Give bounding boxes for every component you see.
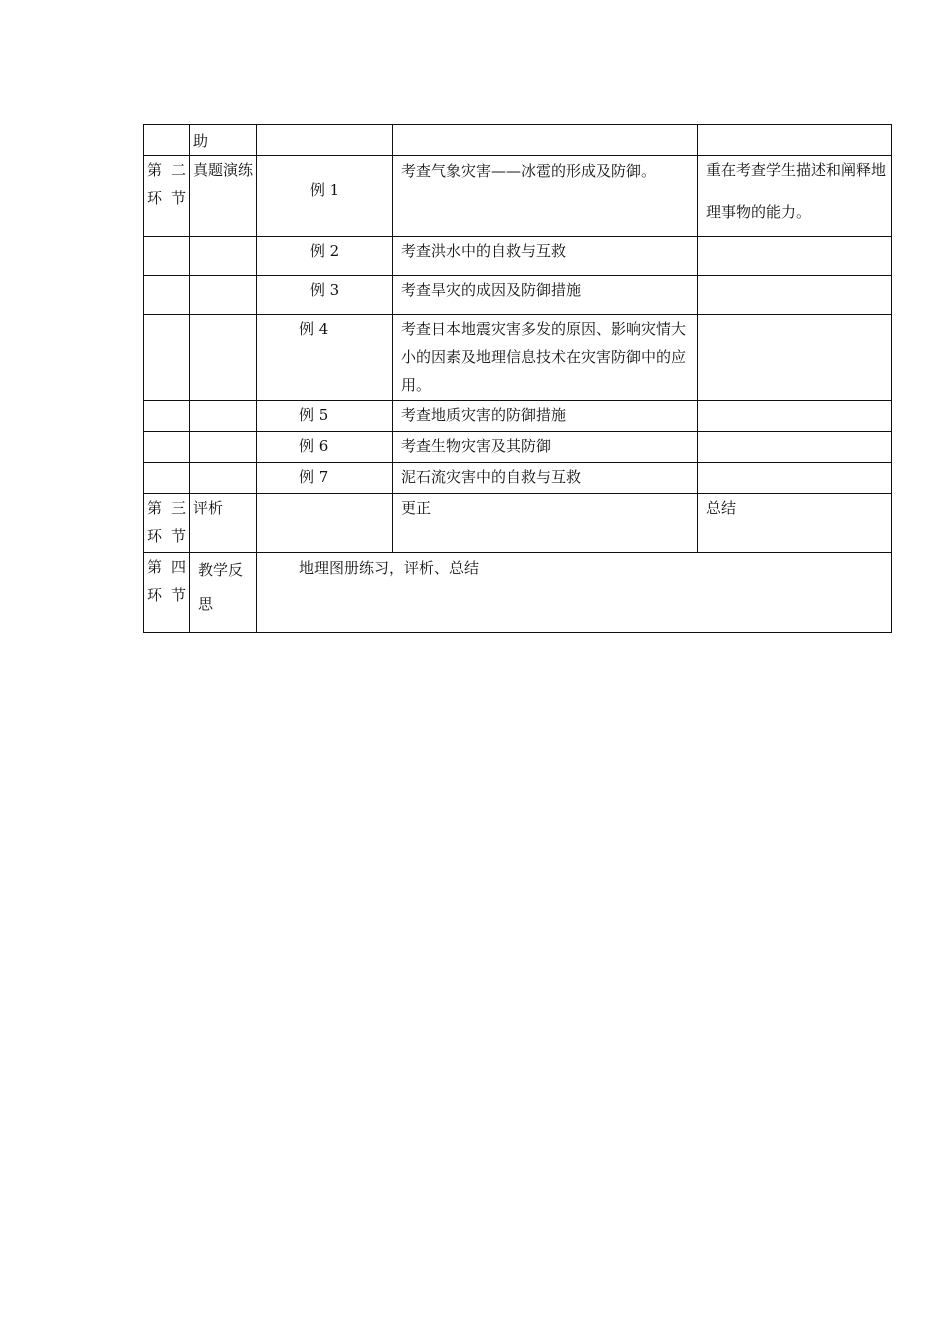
remark-cell <box>698 432 892 463</box>
remark-cell <box>698 276 892 315</box>
content-cell <box>393 463 698 494</box>
example-cell <box>257 237 393 276</box>
table-row <box>144 237 892 276</box>
activity-cell <box>190 432 257 463</box>
stage-cell <box>144 401 190 432</box>
content-cell <box>393 125 698 156</box>
example-cell <box>257 156 393 237</box>
stage-cell <box>144 553 190 633</box>
table-row <box>144 463 892 494</box>
remark-cell <box>698 156 892 237</box>
example-cell <box>257 432 393 463</box>
example-cell <box>257 463 393 494</box>
example-cell <box>257 125 393 156</box>
content-text: 考查生物灾害及其防御 <box>401 437 552 455</box>
activity-cell <box>190 276 257 315</box>
activity-cell <box>190 463 257 494</box>
stage-text: 第 三 环节 <box>147 499 186 545</box>
content-cell <box>393 276 698 315</box>
stage-text: 第 四 环节 <box>147 558 186 604</box>
activity-cell <box>190 494 257 553</box>
example-label: 例 7 <box>299 468 329 486</box>
content-text: 考查旱灾的成因及防御措施 <box>401 281 582 299</box>
table-row <box>144 553 892 633</box>
activity-cell <box>190 237 257 276</box>
stage-cell <box>144 463 190 494</box>
example-label: 例 1 <box>309 181 340 199</box>
content-text: 考查洪水中的自救与互救 <box>401 242 567 260</box>
content-cell <box>393 494 698 553</box>
table-row <box>144 125 892 156</box>
remark-cell <box>698 494 892 553</box>
table-row <box>144 401 892 432</box>
stage-cell <box>144 237 190 276</box>
remark-cell <box>698 463 892 494</box>
activity-cell <box>190 553 257 633</box>
reflection-cell <box>257 553 892 633</box>
activity-text: 助 <box>193 132 209 150</box>
content-text: 更正 <box>401 499 432 517</box>
activity-text: 真题演练 <box>193 161 254 179</box>
stage-cell <box>144 494 190 553</box>
stage-cell <box>144 276 190 315</box>
activity-text: 评析 <box>193 499 224 517</box>
example-label: 例 4 <box>299 320 329 338</box>
reflection-text: 地理图册练习，评析、总结 <box>299 559 480 577</box>
stage-cell <box>144 156 190 237</box>
stage-cell <box>144 432 190 463</box>
example-label: 例 3 <box>309 281 340 299</box>
stage-cell <box>144 315 190 401</box>
stage-text: 第 二 环节 <box>147 161 186 207</box>
stage-cell <box>144 125 190 156</box>
table-row <box>144 156 892 237</box>
activity-text: 教学反思 <box>198 561 244 613</box>
remark-cell <box>698 401 892 432</box>
activity-cell <box>190 401 257 432</box>
example-label: 例 2 <box>309 242 340 260</box>
remark-cell <box>698 237 892 276</box>
lesson-plan-table <box>143 124 892 633</box>
remark-cell <box>698 315 892 401</box>
table-row <box>144 432 892 463</box>
example-label: 例 5 <box>299 406 329 424</box>
example-cell <box>257 401 393 432</box>
content-text: 考查地质灾害的防御措施 <box>401 406 567 424</box>
content-cell <box>393 237 698 276</box>
activity-cell <box>190 156 257 237</box>
content-cell <box>393 315 698 401</box>
example-cell <box>257 276 393 315</box>
content-cell <box>393 401 698 432</box>
example-label: 例 6 <box>299 437 329 455</box>
content-cell <box>393 156 698 237</box>
table-row <box>144 276 892 315</box>
table-row <box>144 315 892 401</box>
content-text: 考查日本地震灾害多发的原因、影响灾情大小的因素及地理信息技术在灾害防御中的应用。 <box>401 320 687 394</box>
activity-cell <box>190 315 257 401</box>
remark-text: 重在考查学生描述和阐释地理事物的能力。 <box>706 161 887 221</box>
example-cell <box>257 315 393 401</box>
content-text: 考查气象灾害——冰雹的形成及防御。 <box>401 162 657 180</box>
remark-text: 总结 <box>706 499 737 517</box>
content-text: 泥石流灾害中的自救与互救 <box>401 468 582 486</box>
content-cell <box>393 432 698 463</box>
remark-cell <box>698 125 892 156</box>
activity-cell <box>190 125 257 156</box>
table-row <box>144 494 892 553</box>
example-cell <box>257 494 393 553</box>
